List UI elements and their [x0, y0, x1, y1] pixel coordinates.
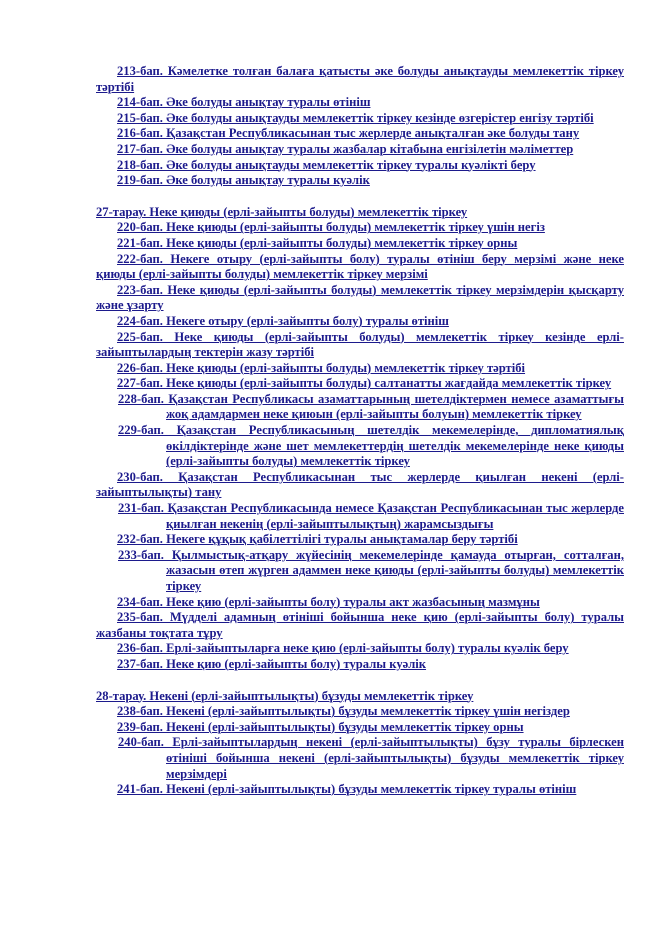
- article-link[interactable]: 236-бап. Ерлі-зайыптыларға неке қию (ерлі-зайыпты болу) туралы куәлік беру: [117, 641, 569, 656]
- article-link[interactable]: 224-бап. Некеге отыру (ерлі-зайыпты болу) туралы өтініш: [117, 313, 449, 328]
- article-link[interactable]: 228-бап. Қазақстан Республикасы азаматтарының шетелдіктермен немесе азаматтығы жоқ адамдармен неке қиюын (ерлі-зайыпты болуын) мемлекеттік тіркеу: [118, 391, 624, 422]
- article-link[interactable]: 237-бап. Неке қию (ерлі-зайыпты болу) туралы куәлік: [117, 656, 427, 671]
- article-link[interactable]: 233-бап. Қылмыстық-атқару жүйесінің мекемелерінде қамауда отырған, сотталған, жазасын өтеп жүрген адаммен неке қиюды (ерлі-зайыпты болуды) мемлекеттік тіркеу: [118, 547, 624, 593]
- article-link[interactable]: 238-бап. Некені (ерлі-зайыптылықты) бұзуды мемлекеттік тіркеу үшін негіздер: [117, 704, 570, 719]
- chapter-heading-link[interactable]: 27-тарау. Неке қиюды (ерлі-зайыпты болуды) мемлекеттік тіркеу: [96, 204, 468, 219]
- article-link[interactable]: 235-бап. Мүдделі адамның өтініші бойынша неке қию (ерлі-зайыпты болу) туралы жазбаны тоқтата тұру: [96, 610, 624, 640]
- article-link[interactable]: 232-бап. Некеге құқық қабілеттілігі туралы анықтамалар беру тәртібі: [117, 532, 518, 547]
- table-of-contents: [96, 64, 624, 798]
- article-link[interactable]: 231-бап. Қазақстан Республикасында немесе Қазақстан Республикасынан тыс жерлерде қиылған некенің (ерлі-зайыптылықтың) жарамсыздығы: [118, 501, 624, 531]
- article-link[interactable]: 222-бап. Некеге отыру (ерлі-зайыпты болу) туралы өтініш беру мерзімі және неке қиюды (ерлі-зайыпты болуды) мемлекеттік тіркеу мерзімі: [96, 251, 624, 282]
- article-link[interactable]: 241-бап. Некені (ерлі-зайыптылықты) бұзуды мемлекеттік тіркеу туралы өтініш: [117, 782, 577, 797]
- article-link[interactable]: 227-бап. Неке қиюды (ерлі-зайыпты болуды) салтанатты жағдайда мемлекеттік тіркеу: [117, 376, 612, 391]
- article-link[interactable]: 230-бап. Қазақстан Республикасынан тыс жерлерде қиылған некені (ерлі-зайыптылықты) тану: [96, 469, 624, 500]
- article-link[interactable]: 216-бап. Қазақстан Республикасынан тыс жерлерде анықталған әке болуды тану: [117, 126, 580, 141]
- article-link[interactable]: 213-бап. Кәмелетке толған балаға қатысты әке болуды анықтауды мемлекеттік тіркеу тәртібі: [96, 64, 624, 94]
- article-link[interactable]: 229-бап. Қазақстан Республикасының шетелдік мекемелерінде, дипломатиялық өкілдіктерінде және шет мемлекеттердің шетелдік мекемелерінде неке қиюды (ерлі-зайыпты болуды) мемлекеттік тіркеу: [118, 423, 624, 469]
- article-link[interactable]: 223-бап. Неке қиюды (ерлі-зайыпты болуды) мемлекеттік тіркеу мерзімдерін қысқарту және ұзарту: [96, 282, 624, 313]
- article-link[interactable]: 240-бап. Ерлі-зайыптылардың некені (ерлі-зайыптылықты) бұзу туралы бірлескен өтініші бойынша некені (ерлі-зайыптылықты) бұзуды мемлекеттік тіркеу мерзімдері: [118, 735, 624, 781]
- article-link[interactable]: 225-бап. Неке қиюды (ерлі-зайыпты болуды) мемлекеттік тіркеу кезінде ерлі-зайыптылардың тектерін жазу тәртібі: [96, 329, 624, 360]
- article-link[interactable]: 217-бап. Әке болуды анықтау туралы жазбалар кітабына енгізілетін мәліметтер: [117, 141, 574, 156]
- article-link[interactable]: 214-бап. Әке болуды анықтау туралы өтініш: [117, 95, 371, 110]
- article-link[interactable]: 219-бап. Әке болуды анықтау туралы куәлік: [117, 173, 370, 188]
- article-link[interactable]: 220-бап. Неке қиюды (ерлі-зайыпты болуды) мемлекеттік тіркеу үшін негіз: [117, 220, 545, 235]
- article-link[interactable]: 215-бап. Әке болуды анықтауды мемлекеттік тіркеу кезінде өзгерістер енгізу тәртібі: [117, 110, 594, 125]
- section-spacer: [96, 189, 624, 205]
- chapter-heading-link[interactable]: 28-тарау. Некені (ерлі-зайыптылықты) бұзуды мемлекеттік тіркеу: [96, 688, 474, 703]
- section-spacer: [96, 673, 624, 689]
- article-link[interactable]: 218-бап. Әке болуды анықтауды мемлекеттік тіркеу туралы куәлікті беру: [117, 157, 536, 172]
- document-page: [96, 64, 624, 798]
- article-link[interactable]: 239-бап. Некені (ерлі-зайыптылықты) бұзуды мемлекеттік тіркеу орны: [117, 719, 524, 734]
- article-link[interactable]: 234-бап. Неке қию (ерлі-зайыпты болу) туралы акт жазбасының мазмұны: [117, 594, 540, 609]
- article-link[interactable]: 221-бап. Неке қиюды (ерлі-зайыпты болуды) мемлекеттік тіркеу орны: [117, 235, 518, 250]
- article-link[interactable]: 226-бап. Неке қиюды (ерлі-зайыпты болуды) мемлекеттік тіркеу тәртібі: [117, 360, 526, 375]
